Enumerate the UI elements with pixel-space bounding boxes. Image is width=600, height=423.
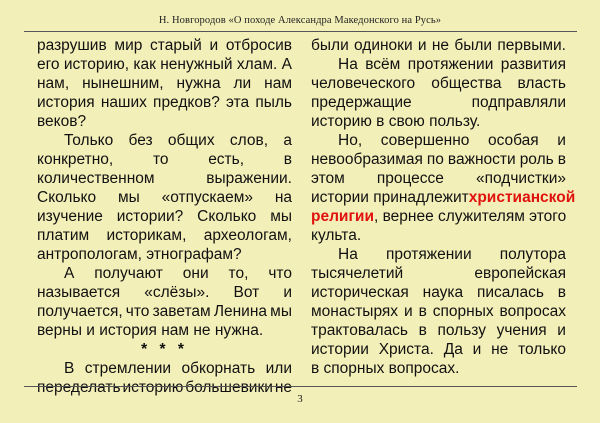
word: в (557, 284, 566, 301)
word: и (417, 37, 427, 54)
page-number: 3 (297, 393, 303, 405)
word: только (518, 341, 566, 358)
word: то, (228, 265, 249, 282)
word: были (311, 37, 349, 54)
word: его (37, 56, 60, 73)
word: мы (270, 303, 292, 320)
text-line (311, 188, 576, 207)
word: протяжении (407, 56, 494, 73)
word: в (418, 303, 427, 320)
word: что (125, 303, 150, 320)
text-line (311, 150, 566, 169)
word: отбросив (225, 37, 292, 54)
text-line: культа. (311, 227, 362, 244)
text-line (37, 93, 292, 112)
word: нам, (37, 75, 70, 92)
word: археологам, (203, 227, 292, 244)
word: обкорнать (181, 360, 256, 377)
text-line: историю в свою пользу. (311, 113, 481, 130)
word: общества (431, 75, 502, 92)
word: и (403, 303, 413, 320)
word: разрушив (37, 37, 107, 54)
word: Христа. (378, 341, 434, 358)
text-line (311, 36, 566, 55)
word: мир (114, 37, 143, 54)
word: подправляли (471, 94, 566, 111)
word: заветам (152, 303, 211, 320)
word: конкретно, (37, 151, 114, 168)
text-line (37, 207, 292, 226)
word: выражении. (206, 170, 292, 187)
word: были (454, 37, 493, 54)
word: и (557, 132, 566, 149)
word: На (338, 56, 358, 73)
word: спорных (432, 303, 494, 320)
text-line (37, 302, 292, 321)
word: на (274, 189, 292, 206)
text-line (37, 169, 292, 188)
word: в (283, 151, 292, 168)
word: Сколько (197, 208, 257, 225)
text-fragment: истории принадлежит (311, 189, 469, 206)
word: что (268, 265, 292, 282)
word: как (133, 56, 156, 73)
word: первыми. (497, 37, 566, 54)
highlighted-term: религии (311, 208, 374, 225)
running-title: Н. Новгородов «О походе Александра Македонского на Русь» (158, 15, 442, 26)
word: стремлении (84, 360, 172, 377)
text-line (37, 36, 292, 55)
word: нужна (176, 75, 221, 92)
text-line (37, 188, 292, 207)
word: этом (311, 170, 345, 187)
text-line (311, 321, 566, 340)
word: человеческого (311, 75, 416, 92)
word: ли (233, 75, 252, 92)
word: то (152, 151, 169, 168)
word: или (265, 360, 292, 377)
word: и (283, 284, 292, 301)
word: «слёзы». (144, 284, 210, 301)
text-line: веков? (37, 113, 87, 130)
word: большевики (185, 379, 273, 396)
word: истории? (116, 208, 184, 225)
word: а (283, 132, 292, 149)
word: они (182, 265, 209, 282)
word: наука (422, 284, 464, 301)
word: писалась (476, 284, 544, 301)
word: без (128, 132, 153, 149)
text-line (311, 169, 566, 188)
word: ненужный (160, 56, 233, 73)
text-line (311, 264, 566, 283)
highlighted-term: христианской (468, 189, 576, 206)
word: переделать (37, 379, 121, 396)
text-line (311, 93, 566, 112)
text-line: верны и история нам не нужна. (37, 322, 264, 339)
word: важности (447, 151, 516, 168)
word: хлам. (236, 56, 278, 73)
word: и (209, 37, 219, 54)
word: европейская (474, 265, 566, 282)
word: наших (100, 94, 147, 111)
word: вопросах (499, 303, 566, 320)
word: мы (270, 208, 292, 225)
word: особая (487, 132, 539, 149)
word: эта (226, 94, 250, 111)
word: получают (94, 265, 163, 282)
word: На (338, 246, 358, 263)
text-line (311, 302, 566, 321)
text-line (311, 245, 566, 264)
word: «подчистки» (476, 170, 566, 187)
word: историкам, (106, 227, 187, 244)
word: пользу (437, 322, 486, 339)
word: Но, (338, 132, 363, 149)
word: Да (443, 341, 463, 358)
word: по (426, 151, 444, 168)
word: полутора (499, 246, 566, 263)
word: называется (37, 284, 121, 301)
footer-rule (24, 386, 577, 387)
word: монастырях (311, 303, 399, 320)
word: пыль (255, 94, 292, 111)
word: в (418, 322, 427, 339)
word: мы (117, 189, 140, 206)
text-line (37, 283, 292, 302)
left-column (37, 36, 292, 397)
word: общих (167, 132, 215, 149)
word: «отпускаем» (161, 189, 253, 206)
text-line (311, 340, 566, 359)
text-line (311, 283, 566, 302)
word: учения (496, 322, 547, 339)
word: В (64, 360, 75, 377)
text-line (37, 55, 292, 74)
word: историю, (63, 56, 130, 73)
word: платим (37, 227, 90, 244)
word: историю (122, 379, 184, 396)
word: и (557, 322, 566, 339)
right-column (311, 36, 576, 378)
word: Сколько (37, 189, 97, 206)
text-line (37, 150, 292, 169)
text-line (37, 226, 292, 245)
word: невообразимая (311, 151, 423, 168)
word: изучение (37, 208, 103, 225)
word: А (281, 56, 292, 73)
word: и (472, 341, 482, 358)
word: Только (64, 132, 114, 149)
word: истории (311, 341, 369, 358)
text-line: антропологам, этнографам? (37, 246, 242, 263)
text-line (311, 74, 566, 93)
word: тысячелетий (311, 265, 404, 282)
text-line (311, 131, 566, 150)
text-line (37, 264, 292, 283)
word: историческая (311, 284, 409, 301)
text-line (311, 55, 566, 74)
text-line: в спорных вопросах. (311, 360, 460, 377)
word: власть (517, 75, 566, 92)
word: развития (500, 56, 566, 73)
word: не (431, 37, 450, 54)
word: всём (365, 56, 401, 73)
word: совершенно (380, 132, 470, 149)
header-rule (24, 31, 577, 32)
word: слов, (229, 132, 269, 149)
word: старый (150, 37, 202, 54)
word: нам (264, 75, 292, 92)
word: предков? (153, 94, 220, 111)
word: есть, (208, 151, 245, 168)
text-line (37, 131, 292, 150)
word: не (274, 379, 292, 396)
text-line (37, 359, 292, 378)
word: Вот (233, 284, 260, 301)
word: количественном (37, 170, 155, 187)
word: трактовалась (311, 322, 409, 339)
word: не (491, 341, 509, 358)
word: Ленина (213, 303, 268, 320)
word: одиноки (354, 37, 413, 54)
word: А (64, 265, 75, 282)
word: получается, (37, 303, 123, 320)
word: в (557, 151, 566, 168)
word: предержащие (311, 94, 412, 111)
text-line (37, 74, 292, 93)
section-separator: * * * (141, 341, 188, 358)
word: процессе (376, 170, 444, 187)
text-fragment: , вернее служителям этого (373, 208, 567, 225)
word: протяжении (385, 246, 472, 263)
word: нынешним, (82, 75, 164, 92)
word: история (37, 94, 95, 111)
word: роль (519, 151, 554, 168)
text-line (311, 207, 566, 226)
